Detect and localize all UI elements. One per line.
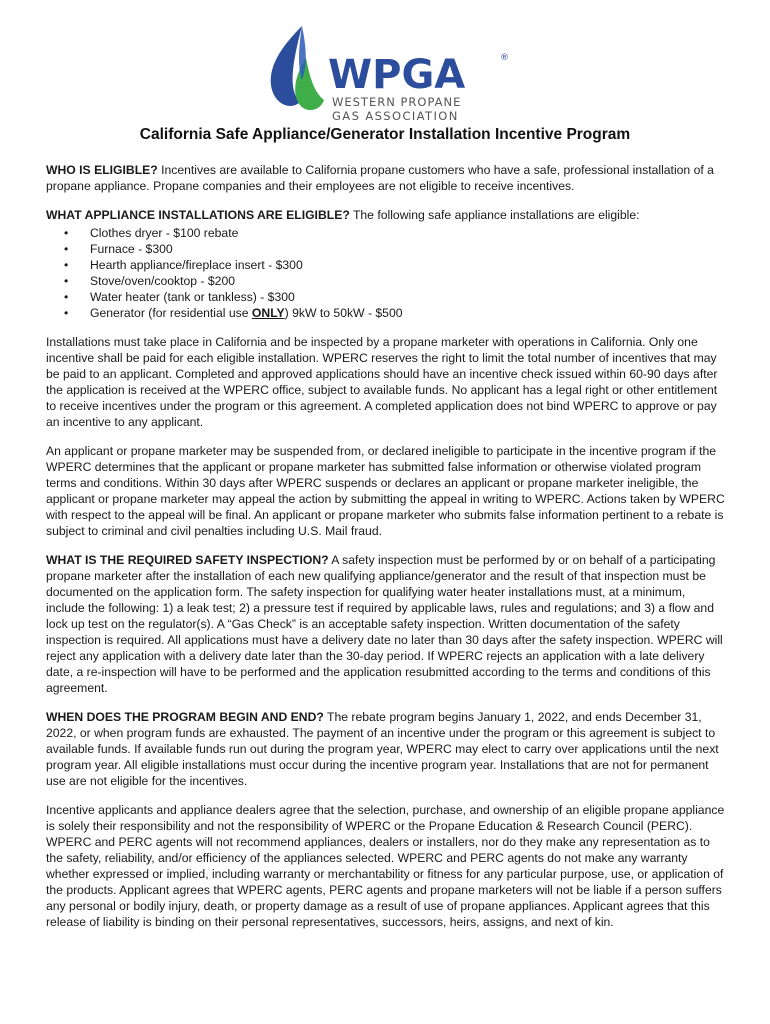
generator-pre: Generator (for residential use xyxy=(90,306,252,320)
logo-registered: ® xyxy=(500,53,509,63)
wpga-logo xyxy=(262,24,512,126)
logo-wordmark: WPGA xyxy=(328,52,466,98)
section-heading: WHEN DOES THE PROGRAM BEGIN AND END? xyxy=(46,710,324,724)
generator-only: ONLY xyxy=(251,306,285,320)
paragraph-installations: Installations must take place in California and be inspected by a propane marketer with operations in California. Only one incentive shall be paid for each eligible installation. WPERC reserves the right to limit the total number of incentives that may be paid to an applicant. Completed and approved applications should have an incentive check issued within 60-90 days after the application is received at the WPERC office, subject to available funds. No applicant has a legal right or other entitlement to receive incentives under the program or this agreement. A completed application does not bind WPERC to approve or pay an incentive to any applicant. xyxy=(46,335,718,429)
list-item-generator xyxy=(90,305,726,321)
section-heading: WHAT APPLIANCE INSTALLATIONS ARE ELIGIBLE? xyxy=(46,208,350,222)
list-item: • Water heater (tank or tankless) - $300 xyxy=(90,289,726,305)
flame-logo-icon xyxy=(262,24,512,126)
paragraph-liability: Incentive applicants and appliance dealers agree that the selection, purchase, and ownership of an eligible propane appliance is solely their responsibility and not the responsibility of WPERC or the Propane Education & Research Council (PERC). WPERC and PERC agents will not recommend appliances, dealers or installers, nor do they make any representation as to the safety, reliability, and/or efficiency of the appliances selected. WPERC and PERC agents do not make any warranty whether expressed or implied, including warranty or merchantability or fitness for any particular purpose, use, or application of the products. Applicant agrees that WPERC agents, PERC agents and propane marketers will not be liable if a person suffers any personal or bodily injury, death, or property damage as a result of use of propane appliances. Applicant agrees that this release of liability is binding on their personal representatives, successors, heirs, assigns, and next of kin. xyxy=(46,803,725,929)
paragraph-suspension: An applicant or propane marketer may be suspended from, or declared ineligible to participate in the incentive program if the WPERC determines that the applicant or propane marketer has submitted false information or otherwise violated program terms and conditions. Within 30 days after WPERC suspends or declares an applicant or propane marketer ineligible, the applicant or propane marketer may appeal the action by submitting the appeal in writing to WPERC. Actions taken by WPERC with respect to the appeal will be final. An applicant or propane marketer who submits false information pertinent to a rebate is subject to criminal and civil penalties including U.S. Mail fraud. xyxy=(46,444,725,538)
logo-line1: WESTERN PROPANE xyxy=(332,95,462,109)
list-item: • Clothes dryer - $100 rebate xyxy=(90,225,726,241)
section-text: The following safe appliance installations are eligible: xyxy=(349,208,640,222)
section-appliances xyxy=(46,207,726,223)
generator-post: ) 9kW to 50kW - $500 xyxy=(284,306,403,320)
document-title: California Safe Appliance/Generator Installation Incentive Program xyxy=(139,126,631,143)
section-eligible xyxy=(46,162,726,194)
list-item: • Stove/oven/cooktop - $200 xyxy=(90,273,726,289)
section-program-dates xyxy=(46,709,726,789)
section-heading: WHAT IS THE REQUIRED SAFETY INSPECTION? xyxy=(46,553,329,567)
list-item: • Furnace - $300 xyxy=(90,241,726,257)
section-text: A safety inspection must be performed by or on behalf of a participating propane marketer after the installation of each new qualifying appliance/generator and the result of that inspection must be documented on the application form. The safety inspection for qualifying water heater installations must, at a minimum, include the following: 1) a leak test; 2) a pressure test if required by applicable laws, rules and regulations; and 3) a flow and lock up test on the regulator(s). A “Gas Check” is an acceptable safety inspection. Written documentation of the safety inspection is required. All applications must have a delivery date no later than 30 days after the safety inspection. WPERC will reject any application with a delivery date later than the 30-day period. If WPERC rejects an application with a late delivery date, a re-inspection will have to be performed and the application resubmitted according to the terms and conditions of this agreement. xyxy=(46,553,723,695)
list-item: • Hearth appliance/fireplace insert - $300 xyxy=(90,257,726,273)
logo-line2: GAS ASSOCIATION xyxy=(332,109,459,123)
section-safety xyxy=(46,552,726,696)
section-heading: WHO IS ELIGIBLE? xyxy=(46,163,158,177)
section-text: Incentives are available to California propane customers who have a safe, professional installation of a propane appliance. Propane companies and their employees are not eligible to receive incentives. xyxy=(46,163,714,193)
section-text: The rebate program begins January 1, 2022, and ends December 31, 2022, or when program funds are exhausted. The payment of an incentive under the program or this agreement is subject to available funds. If available funds run out during the program year, WPERC may elect to carry over applications until the next program year. All eligible installations must occur during the incentive program year. Installations that are not for permanent use are not eligible for the incentives. xyxy=(46,710,719,788)
appliance-list xyxy=(46,225,726,321)
document-body xyxy=(46,162,726,943)
